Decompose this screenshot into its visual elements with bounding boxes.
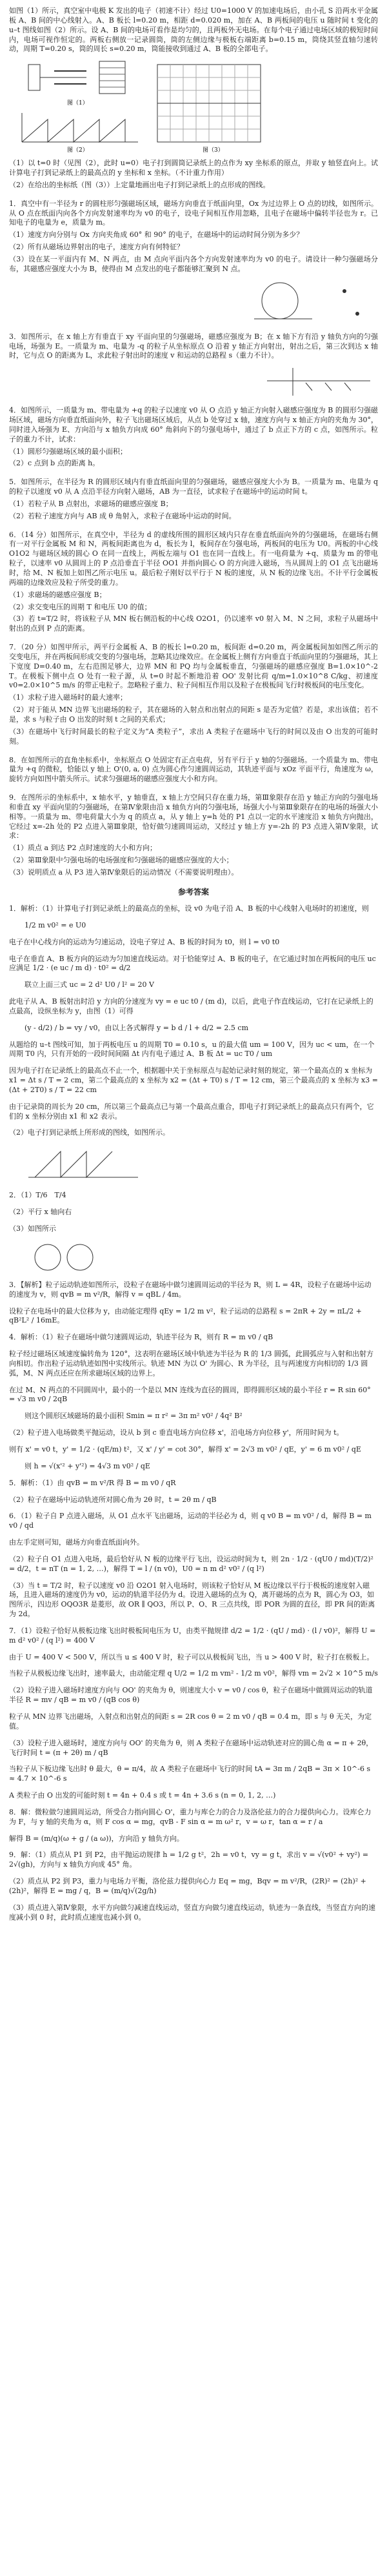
q1-figures — [9, 58, 378, 155]
q2-p2: （2）所有从磁场边界射出的电子，速度方向有何特征？ — [9, 243, 184, 252]
answer-block: 4．解析：（1）粒子在磁场中做匀速圆周运动，轨迹半径为 R，则有 R = m v0 / qB — [9, 1333, 273, 1342]
answer-block: 3．【解析】粒子运动轨迹如图所示，设粒子在磁场中做匀速圆周运动的半径为 R，则 L = 4R，设粒子在磁场中运动的速度为 v，则 qvB = m v²/R，解得 v = qBL / 4m。 — [9, 1280, 372, 1299]
fig3-grid — [157, 65, 261, 142]
fig1-cathode — [28, 65, 40, 90]
q2-field-circle — [262, 283, 298, 319]
answer-fig-2-circle-b — [67, 1244, 93, 1270]
question-8 — [9, 756, 378, 785]
q2-figure — [9, 278, 378, 323]
q6-p1: （1）求磁场的磁感应强度 B； — [9, 590, 106, 599]
answer-block: 解得 B = (m/q)(ω + g / (a ω))，方向沿 y 轴负方向。 — [9, 1834, 184, 1843]
fig3-caption: 图（3） — [203, 147, 224, 154]
q3-figure-svg — [9, 365, 378, 397]
answer-block: （3）当 t = T/2 时，粒子以速度 v0 沿 O2O1 射入电场时，则该粒子恰好从 M 板边缘以平行于极板的速度射入磁场，且进入磁场的速度仍为 v0，运动的轨道半径仍为 d。设进入磁场的点为 Q，离开磁场的点为 R，圆心为 O3，如图所示，四边形 OQO3R 是菱形，故 OR ∥ QO3，所以 P、O、R 三点共线，即 POR 为圆的直径，即 PR 间的距离为 2d。 — [9, 1581, 375, 1619]
answer-block: （2）设粒子进入磁场时速度方向与 OO' 的夹角为 θ，则速度大小 v = v0 / cos θ，粒子在磁场中做圆周运动的轨道半径 R = mv / qB = m v0 / (qB cos θ) — [9, 1686, 373, 1705]
answer-block: 当粒子从极板边缘飞出时，速率最大，由动能定理 q U/2 = 1/2 m vm² - 1/2 m v0²，解得 vm = 2√2 × 10^5 m/s — [9, 1669, 378, 1678]
fig1-cylinder — [99, 61, 125, 94]
answer-block: 由于 U = 400 V < 500 V，所以当 u ≤ 400 V 时，粒子可以从极板间飞出，当 u > 400 V 时，粒子打在极板上。 — [9, 1652, 374, 1661]
answer-block: （2）粒子进入电场做类平抛运动，设从 b 到 c 垂直电场方向位移 x'，沿电场方向位移 y'，所用时间为 t。 — [9, 1428, 344, 1437]
answer-block: 电子在中心线方向的运动为匀速运动，设电子穿过 A、B 板的时间为 t0，则 l = v0 t0 — [9, 937, 280, 946]
answer-block: 则有 x' = v0 t，y' = 1/2 · (qE/m) t²，又 x' / y' = cot 30°，解得 x' = 2√3 m v0² / qE，y' = 6 m v0² / qE — [9, 1445, 361, 1454]
q5-p0: 5．如图所示，在半径为 R 的圆形区域内有垂直纸面向里的匀强磁场，磁感应强度大小为 B。一质量为 m、电量为 q 的粒子以速度 v0 从 A 点沿半径方向射入磁场，AB 为一直径，试求粒子在磁场中的运动时间 t。 — [9, 478, 378, 496]
question-2 — [9, 199, 378, 323]
answer-block: （2）粒子在磁场中运动轨迹所对圆心角为 2θ 时，t = 2θ m / qB — [9, 1495, 217, 1504]
q7-p1: （1）求粒子进入磁场时的最大速率； — [9, 693, 127, 702]
question-4 — [9, 406, 378, 469]
answer-block: （3）质点进入第Ⅳ象限，水平方向做匀减速直线运动，竖直方向做匀速直线运动，轨迹为一条直线，当竖直方向的速度减小到 0 时，此时质点速度也减小到 0。 — [9, 1903, 375, 1922]
q2-p1: （1）速度方向分别与 Ox 方向夹角成 60° 和 90° 的电子，在磁场中的运动时间分别为多少？ — [9, 230, 304, 239]
q2-figure-svg — [9, 278, 378, 323]
q4-p0: 4．如图所示，一质量为 m、带电量为 +q 的粒子以速度 v0 从 O 点沿 y 轴正方向射入磁感应强度为 B 的圆形匀强磁场区域，磁场方向垂直纸面向外，粒子飞出磁场区域后，从点 b 处穿过 x 轴，速度方向与 x 轴正方向的夹角为 30°，同时进入场强为 E、方向沿与 x 轴负方向成 60° 角斜向下的匀强电场中，通过了 b 点正下方的 c 点，如图所示。粒子的重力不计，试求： — [9, 406, 378, 443]
answer-fig-1-svg — [9, 1145, 378, 1184]
answer-equation: (y - d/2) / b = vy / v0，由以上各式解得 y = b d / l + d/2 = 2.5 cm — [25, 1023, 249, 1032]
q3-e-arrow3 — [344, 383, 351, 390]
answer-block: 7．（1）设粒子恰好从极板边缘飞出时极板间电压为 U，由类平抛规律 d/2 = 1/2 · (qU / md) · (l / v0)²，解得 U = m d² v0² / (q l²) = 400 V — [9, 1626, 376, 1645]
answer-block: 因为电子打在记录纸上的最高点不止一个，根据题中关于坐标原点与起始记录时刻的规定，第一个最高点的 x 坐标为 x1 = Δt s / T = 2 cm，第二个最高点的 x 坐标为 x2 = (Δt + T0) s / T = 12 cm，第三个最高点的 x 坐标为 x3 = (Δt + 2T0) s / T = 22 cm — [9, 1066, 378, 1094]
answer-block: 由于记录筒的周长为 20 cm，所以第三个最高点已与第一个最高点重合，即电子打到记录纸上的最高点只有两个，它们的 x 坐标分别由 x1 和 x2 表示。 — [9, 1102, 374, 1121]
q7-p3: （3）在磁场中飞行时间最长的粒子定义为“A 类粒子”，求出 A 类粒子在磁场中飞行的时间以及由 O 出发的可能时刻。 — [9, 727, 378, 745]
answers-section — [9, 904, 378, 1923]
q2-p3: （3）设在某一平面内有 M、N 两点，由 M 点向平面内各个方向发射速率均为 v0 的电子。请设计一种匀强磁场分布，其磁感应强度大小为 B，使得由 M 点发出的电子都能够汇聚到 N 点。 — [9, 254, 378, 273]
answer-block: （2）电子打到记录纸上所形成的图线，如图所示。 — [9, 1128, 170, 1137]
question-7 — [9, 643, 378, 746]
answer-block: （3）设粒子进入磁场时，速度方向与 OO' 的夹角为 θ，则 A 类粒子在磁场中运动轨迹对应的圆心角 α = π + 2θ，飞行时间 t = (π + 2θ) m / qB — [9, 1738, 373, 1757]
q3-figure — [9, 365, 378, 397]
answer-block: 粒子从 MN 边界飞出磁场，入射点和出射点的间距 s = 2R cos θ = 2 m v0 / qB = 0.4 m，即 s 与 θ 无关，为定值。 — [9, 1712, 372, 1730]
answer-block: 8．解：微粒做匀速圆周运动，所受合力指向圆心 O'，重力与库仑力的合力及洛伦兹力的合力提供向心力。设库仑力为 F，与 y 轴的夹角为 α，则 F cos α = mg，qvB - F sin α = m ω² r，v = ω r，tan α = r / a — [9, 1807, 372, 1826]
answer-block: 当粒子从下板边缘飞出时 θ 最大，θ = π/4，故 A 类粒子在磁场中飞行的时间 tA = 3π m / 2qB = 3π × 10^-6 s ≈ 4.7 × 10^-6 s — [9, 1765, 371, 1783]
answer-fig-1 — [9, 1145, 378, 1184]
answer-fig-2 — [9, 1241, 378, 1273]
q3-e-arrow2 — [325, 383, 332, 390]
q8-p0: 8．在如图所示的直角坐标系中，坐标原点 O 处固定有正点电荷，另有平行于 y 轴的匀强磁场。一个质量为 m、带电量为 +q 的微粒，恰能以 y 轴上 O'(0, a, 0) 点为圆心作匀速圆周运动，其轨迹平面与 xOz 平面平行，角速度为 ω，旋转方向如图中箭头所示。试求匀强磁场的磁感应强度大小和方向。 — [9, 755, 378, 784]
answer-equation: 1/2 m v0² = e U0 — [25, 920, 86, 929]
answer-block: 此电子从 A、B 板射出时沿 y 方向的分速度为 vy = e uc t0 / (m d)，以后，此电子作直线运动，它打在记录纸上的点最高，设纵坐标为 y，由图（1）可得 — [9, 997, 373, 1015]
q7-p2: （2）对于能从 MN 边界飞出磁场的粒子，其在磁场的入射点和出射点的间距 s 是否为定值？若是，求出该值；若不是，求 s 与粒子由 O 出发的时刻 t 之间的关系式； — [9, 705, 378, 724]
q2-p0: 1．真空中有一半径为 r 的圆柱形匀强磁场区域，磁场方向垂直于纸面向里，Ox 为过边界上 O 点的切线，如图所示。从 O 点在纸面内向各个方向发射速率均为 v0 的电子，设电子间相互作用忽略，且电子在磁场中偏转半径也为 r。已知电子的电量为 e，质量为 m。 — [9, 199, 378, 227]
fig2-caption: 图（2） — [67, 147, 88, 154]
q6-p2: （2）求交变电压的周期 T 和电压 U0 的值； — [9, 602, 152, 611]
q9-p0: 9．在图所示的坐标系中，x 轴水平，y 轴垂直，x 轴上方空间只存在重力场，第Ⅲ象限存在沿 y 轴正方向的匀强电场和垂直 xy 平面向里的匀强磁场，在第Ⅳ象限由沿 x 轴负方向的匀强电场，场强大小与第Ⅲ象限存在的电场的场强大小相等。一质量为 m、带电荷量大小为 q 的质点 a，从 y 轴上 y=h 处的 P1 点以一定的水平速度沿 x 轴负方向抛出，它经过 x=-2h 处的 P2 点进入第Ⅲ象限，恰好做匀速圆周运动，又经过 y 轴上方 y=-2h 的 P3 点进入第Ⅳ象限，试求： — [9, 793, 378, 840]
question-6 — [9, 531, 378, 634]
q3-p0: 3．如图所示，在 x 轴上方有垂直于 xy 平面向里的匀强磁场，磁感应强度为 B；在 x 轴下方有沿 y 轴负方向的匀强电场，场强为 E。一质量为 m、电量为 -q 的粒子从坐标原点 O 沿着 y 轴正方向射出，射出之后，第三次到达 x 轴时，它与点 O 的距离为 L，求此粒子射出时的速度 v 和运动的总路程 s（重力不计）。 — [9, 332, 378, 360]
fig1-tube — [28, 61, 125, 94]
q1-p2: （2）在给出的坐标纸（图（3））上定量地画出电子打到记录纸上的点形成的图线。 — [9, 180, 270, 189]
answer-block: A 类粒子由 O 出发的可能时刻 t = 4n + 0.4 s 或 t = 4n + 3.6 s (n = 0, 1, 2, …) — [9, 1791, 276, 1800]
question-9 — [9, 793, 378, 878]
answer-block: 设粒子在电场中的最大位移为 y，由动能定理得 qEy = 1/2 m v²，粒子运动的总路程 s = 2πR + 2y = πL/2 + qB²L² / 16mE。 — [9, 1306, 362, 1325]
q2-point-n — [355, 312, 359, 316]
q4-p1: （1）圆形匀强磁场区域的最小面积； — [9, 447, 127, 456]
answers-title: 参考答案 — [177, 887, 209, 897]
q5-p1: （1）若粒子从 B 点射出，求磁场的磁感应强度 B； — [9, 499, 173, 508]
question-1 — [9, 6, 378, 190]
answer-equation: 则 h = √(x'² + y'²) = 4√3 m v0² / qE — [25, 1461, 150, 1470]
answer-block: （3）如图所示 — [9, 1224, 56, 1233]
answer-fig-2-svg — [9, 1241, 378, 1273]
answer-equation: 联立上面三式 uc = 2 d² U0 / l² = 20 V — [25, 980, 154, 989]
q4-p2: （2）c 点到 b 点的距离 h。 — [9, 459, 100, 468]
fig1-caption: 图（1） — [67, 100, 88, 107]
answer-block: 在过 M、N 两点的不同圆周中，最小的一个是以 MN 连线为直径的圆周，即得圆形区域的最小半径 r = R sin 60° = √3 m v0 / 2qB — [9, 1385, 371, 1404]
q9-p1: （1）质点 a 到达 P2 点时速度的大小和方向； — [9, 844, 157, 853]
answer-block: 由左手定则可知，磁场方向垂直纸面向外。 — [9, 1538, 144, 1547]
q6-p0: 6．（14 分）如图所示，在真空中，半径为 d 的虚线所围的圆形区域内只存在垂直纸面向外的匀强磁场，在磁场右侧有一对平行金属板 M 和 N，两板间距离也为 d，板长为 l，板间存在匀强电场，两板间的电压为 U0。两板的中心线 O1O2 与磁场区域的圆心 O 在同一直线上，两板左端与 O1 也在同一直线上。有一电荷量为 +q、质量为 m 的带电粒子，以速率 v0 从圆周上的 P 点沿垂直于半径 OO1 并指向圆心 O 的方向进入磁场，当从圆周上的 O1 点飞出磁场时，给 M、N 板加上如图乙所示电压 u。最后粒子刚好以平行于 N 板的速度，从 N 板的边缘飞出。不计平行金属板两端的边缘效应及粒子所受的重力。 — [9, 530, 378, 587]
answer-block: 电子在垂直 A、B 板方向的运动为匀加速直线运动。对于恰能穿过 A、B 板的电子，在它通过时加在两板间的电压 uc 应满足 1/2 · (e uc / m d) · t0² = d/2 — [9, 954, 376, 973]
answer-block: 9．解：（1）质点从 P1 到 P2，由平抛运动规律 h = 1/2 g t²，2h = v0 t，vy = g t，求出 v = √(v0² + vy²) = 2√(gh)，方向与 x 轴负方向成 45° 角。 — [9, 1851, 369, 1869]
question-column — [9, 6, 378, 1930]
answer-block: （2）平行 x 轴向右 — [9, 1208, 72, 1217]
q6-p3: （3）若 t=T/2 时，将该粒子从 MN 板右侧沿板的中心线 O2O1，仍以速率 v0 射入 M、N 之间，求粒子从磁场中射出的点到 P 点的距离。 — [9, 614, 378, 633]
q2-point-m — [342, 289, 346, 293]
answer-block: （2）粒子自 O1 点进入电场，最后恰好从 N 板的边缘平行飞出，设运动时间为 t，则 2n · 1/2 · (qU0 / md)(T/2)² = d/2，t = nT (n = 1, 2, …)，解得 T = l / (n v0)，U0 = n m d² v0² / (q l²) — [9, 1554, 373, 1573]
q1-p1: （1）以 t=0 时（见图（2），此时 u=0）电子打到圆筒记录纸上的点作为 xy 坐标系的原点，并取 y 轴竖直向上。试计算电子打到记录纸上的最高点的 y 坐标和 x 坐标。（不计重力作用） — [9, 159, 378, 177]
q5-p2: （2）若粒子速度方向与 AB 成 θ 角射入，求粒子在磁场中运动的时间。 — [9, 511, 236, 520]
answer-equation: 则这个圆形区域磁场的最小面积 Smin = π r² = 3π m² v0² / 4q² B² — [25, 1412, 243, 1421]
answer-block: 1．解析：（1）计算电子打到记录纸上的最高点的坐标，设 v0 为电子沿 A、B 板的中心线射入电场时的初速度，则 — [9, 904, 369, 913]
answer-fig-2-circle-a — [35, 1244, 61, 1270]
answer-block: （2）质点从 P2 到 P3，重力与电场力平衡，洛伦兹力提供向心力 Eq = mg，Bqv = m v²/R，(2R)² = (2h)² + (2h)²，解得 E = mg / q，B = (m/q)√(2g/h) — [9, 1877, 366, 1895]
question-3 — [9, 332, 378, 398]
q1-p0: 如图（1）所示，真空室中电极 K 发出的电子（初速不计）经过 U0=1000 V 的加速电场后，由小孔 S 沿两水平金属板 A、B 间的中心线射入。A、B 板长 l=0.20 m，相距 d=0.020 m，加在 A、B 两板间的电压 u 随时间 t 变化的 u–t 图线如图（2）所示。设 A、B 间的电场可看作是均匀的，且两板外无电场。在每个电子通过电场区域的极短时间内，电场可视作恒定的。两板右侧放一记录圆筒，筒的左侧边缘与极板右端距离 b=0.15 m，筒绕其竖直轴匀速转动，周期 T=0.20 s，筒的周长 s=0.20 m，筒能接收到通过 A、B 板的全部电子。 — [9, 6, 378, 54]
answer-block: 5．解析：（1）由 qvB = m v²/R 得 B = m v0 / qR — [9, 1478, 176, 1487]
q9-p3: （3）说明质点 a 从 P3 进入第Ⅳ象限后的运动情况（不需要说明理由）。 — [9, 867, 239, 877]
fig2-ut-graph — [22, 113, 138, 142]
fig2-sawtooth — [22, 119, 125, 142]
answer-block: 6．（1）粒子自 P 点进入磁场，从 O1 点水平飞出磁场，运动的半径必为 d，则 q v0 B = m v0² / d，解得 B = m v0 / qd — [9, 1512, 372, 1530]
answer-fig-1-trace — [35, 1151, 112, 1177]
answer-block: 从题给的 u–t 图线可知，加于两板电压 u 的周期 T0 = 0.10 s，u 的最大值 um = 100 V，因为 uc < um，在一个周期 T0 内，只有开始的一段时间间隔 Δt 内有电子通过 A、B 板 Δt = uc T0 / um — [9, 1040, 375, 1059]
q9-p2: （2）第Ⅲ象限中匀强电场的电场强度和匀强磁场的磁感应强度的大小； — [9, 856, 233, 865]
q3-e-arrow1 — [306, 383, 312, 390]
q7-p0: 7．（20 分）如图甲所示，两平行金属板 A、B 的板长 l=0.20 m，板间距 d=0.20 m，两金属板间加如图乙所示的交变电压，并在两板间形成交变的匀强电场，忽略其边缘效应。在金属板上侧有方向垂直于纸面向里的匀强磁场，其上下宽度 D=0.40 m，左右范围足够大，边界 MN 和 PQ 均与金属板垂直，匀强磁场的磁感应强度 B=1.0×10^-2 T。在极板下侧中点 O 处有一粒子源，从 t=0 时起不断地沿着 OO' 发射比荷 q/m=1.0×10^8 C/kg、初速度 v0=2.0×10^5 m/s 的带正电粒子。忽略粒子重力、粒子间相互作用以及粒子在极板间飞行时极板间的电压变化。 — [9, 643, 378, 690]
question-5 — [9, 478, 378, 521]
q1-figure-svg — [9, 58, 378, 155]
answer-block: 粒子经过磁场区域速度偏转角为 120°，这表明在磁场区域中轨迹为半径为 R 的 1/3 圆弧，此圆弧应与入射和出射方向相切。作出粒子运动轨迹如图中实线所示。轨迹 MN 为以 O' 为圆心、R 为半径，且与两速度方向相切的 1/3 圆弧，M、N 两点还应在所求磁场区域的边界上。 — [9, 1350, 373, 1377]
answer-block: 2．（1）T/6 T/4 — [9, 1191, 66, 1200]
